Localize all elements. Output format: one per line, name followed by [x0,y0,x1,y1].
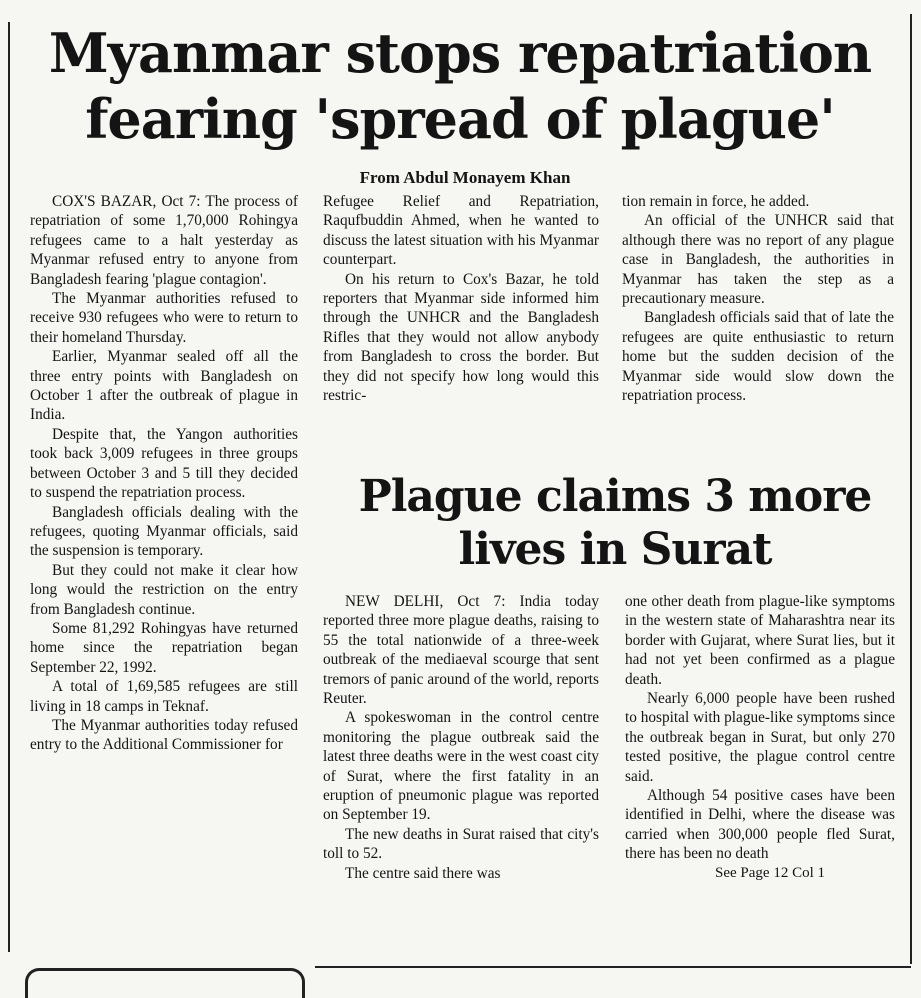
story1-paragraph: COX'S BAZAR, Oct 7: The process of repatriation of some 1,70,000 Rohingya refugees came to a halt yesterday as Myanmar refused entry to anyone from Bangladesh fearing 'plague contagion'. [30,193,298,288]
headline-line-2: fearing 'spread of plague' [85,87,835,151]
story2-paragraph: The new deaths in Surat raised that city's toll to 52. [323,825,599,863]
byline: From Abdul Monayem Khan [359,168,571,187]
story2-column-1 [323,592,599,883]
story1-column-1 [30,192,298,755]
story1-paragraph: Bangladesh officials dealing with the refugees, quoting Myanmar officials, said the suspension is temporary. [30,503,298,560]
story1-paragraph: But they could not make it clear how long would the restriction on the entry from Bangladesh continue. [30,561,298,618]
story1-column-3 [622,192,894,405]
story1-paragraph: Some 81,292 Rohingyas have returned home since the repatriation began September 22, 1992. [30,619,298,676]
story2-column-2 [625,592,895,883]
left-column-rule [8,22,10,952]
story2-paragraph: The centre said there was [345,864,501,882]
story1-paragraph: Earlier, Myanmar sealed off all the three entry points with Bangladesh on October 1 after the outbreak of plague in India. [30,348,298,424]
right-column-rule [910,14,912,964]
story2-paragraph: one other death from plague-like symptoms in the western state of Maharashtra near its border with Gujarat, where Surat lies, but it had not yet been confirmed as a plague death. [625,593,895,688]
story1-paragraph: tion remain in force, he added. [622,193,810,210]
story1-paragraph: On his return to Cox's Bazar, he told reporters that Myanmar side informed him through the UNHCR and the Bangladesh Rifles that they would not allow anybody from Bangladesh to cross the border. But they did not specify how long would this restric- [323,270,599,405]
bottom-rule [315,966,911,968]
story1-paragraph: Refugee Relief and Repatriation, Raqufbuddin Ahmed, when he wanted to discuss the latest situation with his Myanmar counterpart. [323,193,599,269]
story1-paragraph: The Myanmar authorities refused to receive 930 refugees who were to return to their homeland Thursday. [30,290,298,346]
headline-story2-line-2: lives in Surat [458,524,772,575]
continued-reference: See Page 12 Col 1 [715,864,825,881]
story2-paragraph: NEW DELHI, Oct 7: India today reported three more plague deaths, raising to 55 the total nationwide of a three-week outbreak of the mediaeval scourge that sent tremors of panic around of the world, reports Reuter. [323,593,599,708]
story1-paragraph: Despite that, the Yangon authorities took back 3,009 refugees in three groups between October 3 and 5 till they decided to suspend the repatriation process. [30,425,298,502]
story2-paragraph: Nearly 6,000 people have been rushed to hospital with plague-like symptoms since the outbreak began in Surat, but only 270 tested positive, the plague control centre said. [625,690,895,785]
story1-paragraph: An official of the UNHCR said that although there was no report of any plague case in Bangladesh, the authorities in Myanmar has taken the step as a precautionary measure. [622,212,894,308]
headline-story2-line-1: Plague claims 3 more [358,471,872,522]
story1-column-2 [323,192,599,405]
story2-paragraph: A spokeswoman in the control centre monitoring the plague outbreak said the latest three deaths were in the west coast city of Surat, where the first fatality in an eruption of pneumonic plague was reported on September 19. [323,709,599,824]
story1-paragraph: The Myanmar authorities today refused entry to the Additional Commissioner for [30,716,298,754]
next-article-border [25,968,305,998]
story2-paragraph: Although 54 positive cases have been identified in Delhi, where the disease was carried when 300,000 people fled Surat, there has been no death [625,787,895,863]
story1-paragraph: Bangladesh officials said that of late the refugees are quite enthusiastic to return home but the sudden decision of the Myanmar side would slow down the repatriation process. [622,309,894,405]
headline-line-1: Myanmar stops repatriation [48,21,872,85]
story1-paragraph: A total of 1,69,585 refugees are still living in 18 camps in Teknaf. [30,678,298,715]
